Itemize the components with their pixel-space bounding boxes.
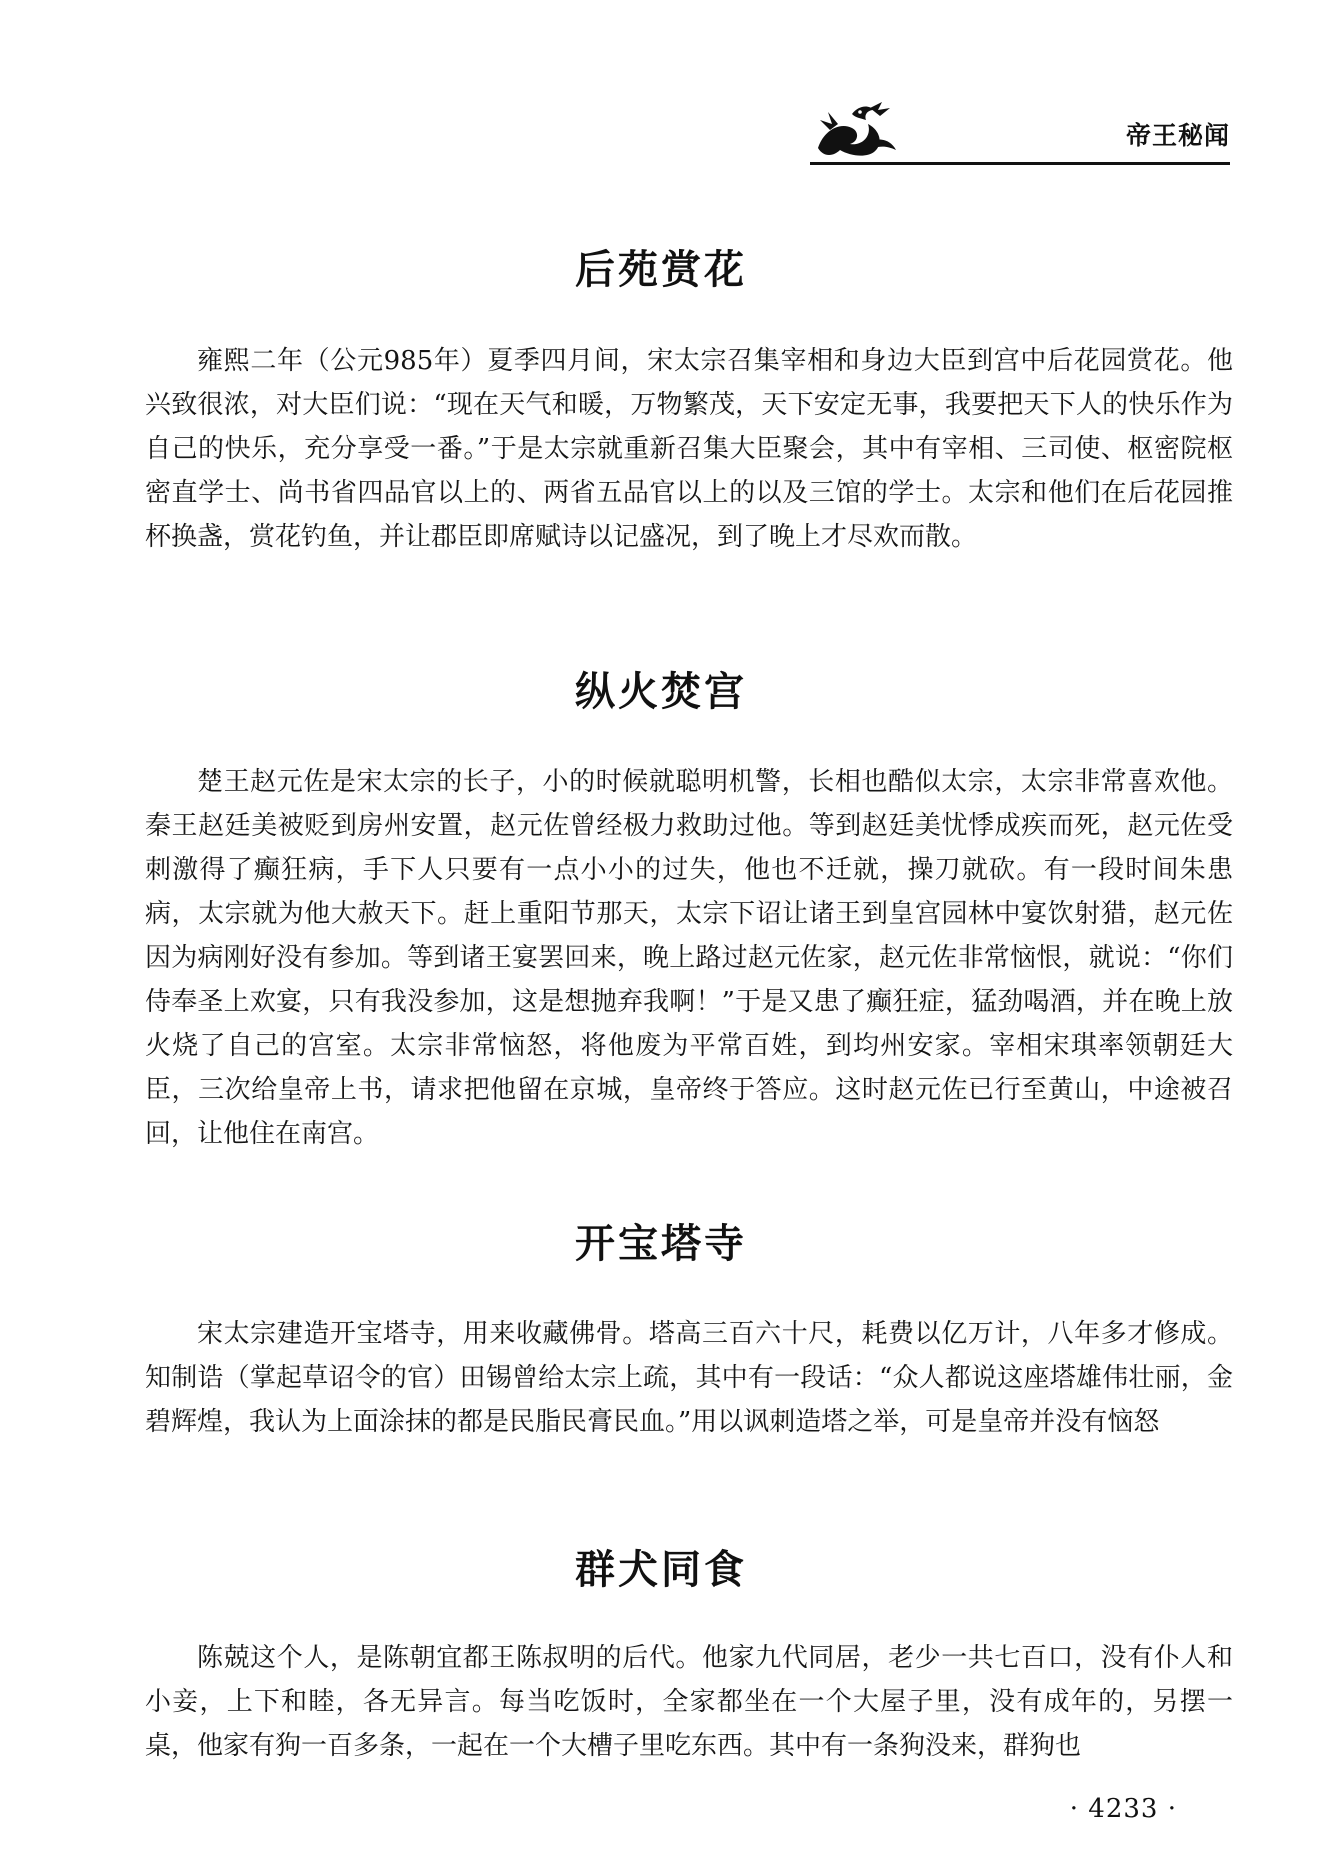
section-title-1: 后苑赏花 [575,247,747,293]
section-body-1: 雍熙二年（公元985年）夏季四月间，宋太宗召集宰相和身边大臣到宫中后花园赏花。他兴致很浓，对大臣们说：“现在天气和暖，万物繁茂，天下安定无事，我要把天下人的快乐作为自己的快乐，充分享受一番。”于是太宗就重新召集大臣聚会，其中有宰相、三司使、枢密院枢密直学士、尚书省四品官以上的、两省五品官以上的以及三馆的学士。太宗和他们在后花园推杯换盏，赏花钓鱼，并让郡臣即席赋诗以记盛况，到了晚上才尽欢而散。 [145,346,1233,552]
page-number: · 4233 · [1069,1794,1177,1824]
section-body-4: 陈兢这个人，是陈朝宜都王陈叔明的后代。他家九代同居，老少一共七百口，没有仆人和小妾，上下和睦，各无异言。每当吃饭时，全家都坐在一个大屋子里，没有成年的，另摆一桌，他家有狗一百多条，一起在一个大槽子里吃东西。其中有一条狗没来，群狗也 [145,1643,1233,1761]
section-body-2: 楚王赵元佐是宋太宗的长子，小的时候就聪明机警，长相也酷似太宗，太宗非常喜欢他。秦王赵廷美被贬到房州安置，赵元佐曾经极力救助过他。等到赵廷美忧悸成疾而死，赵元佐受刺激得了癫狂病，手下人只要有一点小小的过失，他也不迁就，操刀就砍。有一段时间朱患病，太宗就为他大赦天下。赶上重阳节那天，太宗下诏让诸王到皇宫园林中宴饮射猎，赵元佐因为病刚好没有参加。等到诸王宴罢回来，晚上路过赵元佐家，赵元佐非常恼恨，就说：“你们侍奉圣上欢宴，只有我没参加，这是想抛弃我啊！”于是又患了癫狂症，猛劲喝酒，并在晚上放火烧了自己的宫室。太宗非常恼怒，将他废为平常百姓，到均州安家。宰相宋琪率领朝廷大臣，三次给皇帝上书，请求把他留在京城，皇帝终于答应。这时赵元佐已行至黄山，中途被召回，让他住在南宫。 [145,767,1233,1149]
section-title-2: 纵火焚宫 [575,669,747,715]
running-header [810,100,1230,170]
header-title: 帝王秘闻 [1125,121,1230,150]
dragon-icon [810,100,900,162]
section-title-3: 开宝塔寺 [575,1221,747,1267]
header-rule [810,162,1230,165]
section-body-3: 宋太宗建造开宝塔寺，用来收藏佛骨。塔高三百六十尺，耗费以亿万计，八年多才修成。知制诰（掌起草诏令的官）田锡曾给太宗上疏，其中有一段话：“众人都说这座塔雄伟壮丽，金碧辉煌，我认为上面涂抹的都是民脂民膏民血。”用以讽刺造塔之举，可是皇帝并没有恼怒 [145,1319,1233,1437]
section-title-4: 群犬同食 [575,1547,747,1593]
